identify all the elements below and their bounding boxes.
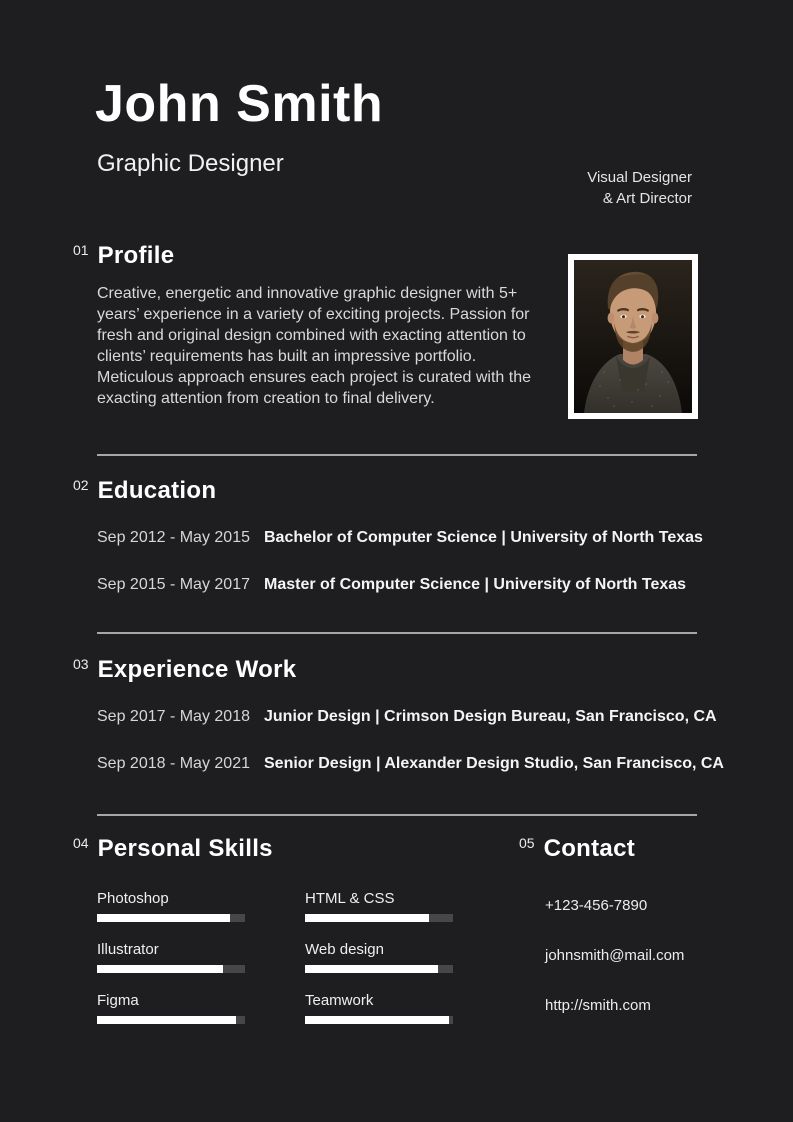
- skills-section-heading: [73, 835, 453, 863]
- skill-item: [305, 992, 453, 1024]
- education-row: [97, 529, 703, 547]
- skill-bar-fill: [305, 914, 429, 922]
- contact-phone: +123-456-7890: [545, 897, 648, 914]
- education-section-heading: [73, 477, 703, 505]
- skill-item: [97, 941, 245, 973]
- experience-section-number: 03: [73, 656, 89, 672]
- skill-bar-fill: [305, 965, 438, 973]
- education-row-detail: Bachelor of Computer Science | University of North Texas: [264, 529, 703, 546]
- experience-rows: [97, 708, 724, 773]
- job-title: Graphic Designer: [97, 150, 284, 177]
- contact-section-heading: [519, 835, 684, 863]
- section-skills: [73, 835, 453, 1043]
- section-experience: [73, 656, 724, 802]
- divider: [97, 454, 697, 456]
- education-row: [97, 576, 703, 594]
- experience-row-date: Sep 2018 - May 2021: [97, 755, 250, 772]
- divider: [97, 814, 697, 816]
- skills-column-right: [305, 890, 453, 1043]
- skill-item: [305, 890, 453, 922]
- profile-section-title: Profile: [97, 242, 175, 269]
- skills-section-number: 04: [73, 835, 89, 851]
- skills-column-left: [97, 890, 245, 1043]
- contact-website: http://smith.com: [545, 997, 651, 1014]
- skill-label: Teamwork: [305, 992, 374, 1009]
- education-section-number: 02: [73, 477, 89, 493]
- skill-label: Figma: [97, 992, 139, 1009]
- education-row-date: Sep 2012 - May 2015: [97, 529, 250, 546]
- skill-label: Web design: [305, 941, 384, 958]
- divider: [97, 632, 697, 634]
- education-row-date: Sep 2015 - May 2017: [97, 576, 250, 593]
- portrait-photo: [568, 254, 698, 419]
- skill-bar: [305, 914, 453, 922]
- skill-bar: [305, 1016, 453, 1024]
- portrait-photo-image: [574, 260, 692, 413]
- skill-item: [97, 992, 245, 1024]
- experience-row: [97, 755, 724, 773]
- experience-row-date: Sep 2017 - May 2018: [97, 708, 250, 725]
- profile-section-heading: [73, 242, 539, 270]
- skill-bar-fill: [97, 914, 230, 922]
- role-note-line2: & Art Director: [602, 190, 692, 207]
- skill-bar: [305, 965, 453, 973]
- role-note-line1: Visual Designer: [587, 169, 692, 186]
- education-row-detail: Master of Computer Science | University of North Texas: [264, 576, 687, 593]
- skill-bar: [97, 965, 245, 973]
- experience-section-heading: [73, 656, 724, 684]
- skill-label: HTML & CSS: [305, 890, 395, 907]
- education-rows: [97, 529, 703, 594]
- experience-section-title: Experience Work: [97, 656, 297, 683]
- profile-section-number: 01: [73, 242, 89, 258]
- experience-row-detail: Junior Design | Crimson Design Bureau, San Francisco, CA: [264, 708, 717, 725]
- section-education: [73, 477, 703, 623]
- skill-label: Photoshop: [97, 890, 169, 907]
- experience-row: [97, 708, 724, 726]
- skills-section-title: Personal Skills: [97, 835, 273, 862]
- skill-item: [97, 890, 245, 922]
- skill-item: [305, 941, 453, 973]
- section-contact: [519, 835, 684, 1047]
- contact-section-title: Contact: [543, 835, 636, 862]
- education-section-title: Education: [97, 477, 217, 504]
- experience-row-detail: Senior Design | Alexander Design Studio, San Francisco, CA: [264, 755, 724, 772]
- contact-email: johnsmith@mail.com: [545, 947, 685, 964]
- skill-bar-fill: [305, 1016, 449, 1024]
- contact-items: [545, 897, 684, 1014]
- name-heading: John Smith: [95, 75, 384, 133]
- skill-label: Illustrator: [97, 941, 159, 958]
- skill-bar: [97, 914, 245, 922]
- profile-text: Creative, energetic and innovative graphic designer with 5+ years’ experience in a variety of exciting projects. Passion for fresh and original design combined with exacting attention to clients’ requirements has built an impressive portfolio. Meticulous approach ensures each project is curated with the exacting attention from creation to final delivery.: [97, 285, 532, 407]
- contact-section-number: 05: [519, 835, 535, 851]
- skill-bar: [97, 1016, 245, 1024]
- section-profile: [73, 242, 539, 409]
- skill-bar-fill: [97, 965, 223, 973]
- role-note: [587, 167, 692, 209]
- skill-bar-fill: [97, 1016, 236, 1024]
- skills-columns: [97, 890, 453, 1043]
